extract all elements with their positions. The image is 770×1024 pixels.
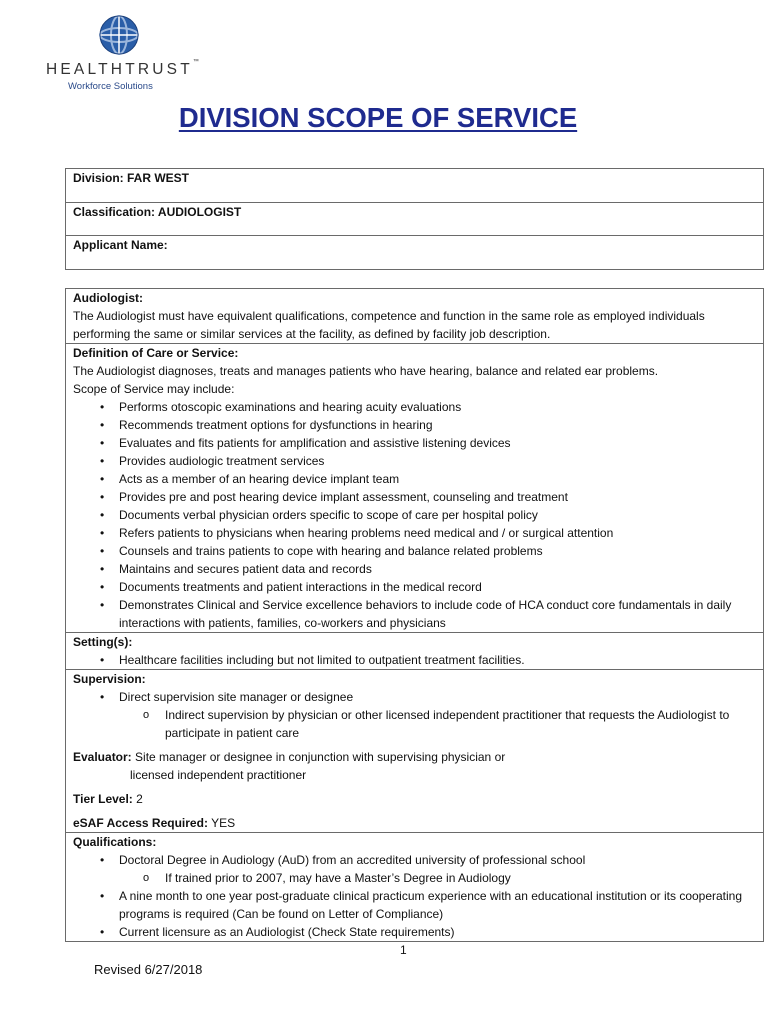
applicant-name-field: Applicant Name: xyxy=(66,236,764,270)
globe-icon xyxy=(98,14,140,56)
qualifications-list xyxy=(73,851,756,941)
list-item: • Counsels and trains patients to cope with hearing and balance related problems xyxy=(119,542,756,560)
list-item: • A nine month to one year post-graduate clinical practicum experience with an educational institution or its cooperating programs is required (Can be found on Letter of Compliance) xyxy=(119,887,756,923)
page-title: DIVISION SCOPE OF SERVICE xyxy=(178,102,578,133)
audiologist-text: The Audiologist must have equivalent qualifications, competence and function in the same role as employed individuals performing the same or similar services at the facility, as defined by facility job description. xyxy=(73,309,705,341)
supervision-list xyxy=(73,688,756,742)
definition-section xyxy=(66,344,764,633)
scope-table xyxy=(65,288,764,942)
revised-date: Revised 6/27/2018 xyxy=(94,962,203,977)
evaluator-text-continued: licensed independent practitioner xyxy=(130,768,307,782)
tier-level-value: 2 xyxy=(136,792,143,806)
scope-list xyxy=(73,398,756,632)
list-item: • Demonstrates Clinical and Service excellence behaviors to include code of HCA conduct core fundamentals in daily interactions with patients, families, co-workers and physicians xyxy=(119,596,756,632)
list-item: o Indirect supervision by physician or other licensed independent practitioner that requests the Audiologist to participate in patient care xyxy=(165,706,756,742)
settings-heading: Setting(s): xyxy=(73,635,133,649)
evaluator-text: Site manager or designee in conjunction with supervising physician or xyxy=(135,750,506,764)
tier-level-row xyxy=(73,790,756,808)
list-item: • Maintains and secures patient data and records xyxy=(119,560,756,578)
list-item xyxy=(119,851,756,887)
list-item: • Performs otoscopic examinations and hearing acuity evaluations xyxy=(119,398,756,416)
page-number: 1 xyxy=(400,943,407,957)
supervision-bullet: Direct supervision site manager or designee xyxy=(119,690,354,704)
supervision-heading: Supervision: xyxy=(73,672,146,686)
healthtrust-logo xyxy=(46,14,206,94)
list-item xyxy=(119,688,756,742)
qualifications-section xyxy=(66,833,764,942)
tier-level-label: Tier Level: xyxy=(73,792,133,806)
list-item: • Provides audiologic treatment services xyxy=(119,452,756,470)
evaluator-row xyxy=(73,748,756,766)
settings-list xyxy=(73,651,756,669)
qualification-degree: Doctoral Degree in Audiology (AuD) from an accredited university of professional school xyxy=(119,853,586,867)
esaf-value: YES xyxy=(211,816,236,830)
audiologist-section xyxy=(66,289,764,344)
esaf-label: eSAF Access Required: xyxy=(73,816,208,830)
definition-line: The Audiologist diagnoses, treats and manages patients who have hearing, balance and related ear problems. xyxy=(73,364,659,378)
qualifications-heading: Qualifications: xyxy=(73,835,157,849)
supervision-section xyxy=(66,670,764,833)
list-item: • Documents verbal physician orders specific to scope of care per hospital policy xyxy=(119,506,756,524)
list-item: • Healthcare facilities including but not limited to outpatient treatment facilities. xyxy=(119,651,756,669)
list-item: o If trained prior to 2007, may have a Master’s Degree in Audiology xyxy=(165,869,756,887)
scope-intro: Scope of Service may include: xyxy=(73,382,235,396)
classification-field: Classification: AUDIOLOGIST xyxy=(66,202,764,236)
esaf-row xyxy=(73,814,756,832)
settings-section xyxy=(66,633,764,670)
list-item: • Documents treatments and patient interactions in the medical record xyxy=(119,578,756,596)
list-item: • Recommends treatment options for dysfunctions in hearing xyxy=(119,416,756,434)
brand-subtitle: Workforce Solutions xyxy=(68,81,153,92)
brand-name: HEALTHTRUST™ xyxy=(46,59,199,78)
header-fields-table xyxy=(65,168,764,270)
list-item: • Provides pre and post hearing device implant assessment, counseling and treatment xyxy=(119,488,756,506)
supervision-sublist xyxy=(119,706,756,742)
list-item: • Evaluates and fits patients for amplification and assistive listening devices xyxy=(119,434,756,452)
list-item: • Current licensure as an Audiologist (Check State requirements) xyxy=(119,923,756,941)
division-field: Division: FAR WEST xyxy=(66,169,764,203)
definition-heading: Definition of Care or Service: xyxy=(73,346,239,360)
list-item: • Acts as a member of an hearing device implant team xyxy=(119,470,756,488)
list-item: • Refers patients to physicians when hearing problems need medical and / or surgical attention xyxy=(119,524,756,542)
qualifications-sublist xyxy=(119,869,756,887)
audiologist-heading: Audiologist: xyxy=(73,291,143,305)
evaluator-label: Evaluator: xyxy=(73,750,132,764)
